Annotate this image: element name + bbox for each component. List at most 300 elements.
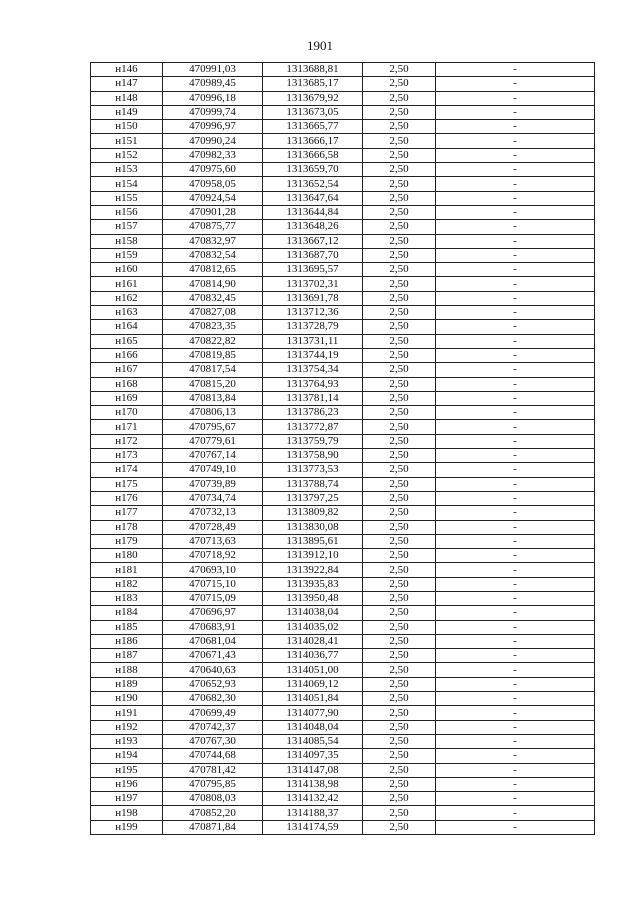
note-cell: - [436, 663, 595, 677]
point-name-cell: н147 [91, 77, 163, 91]
note-cell: - [436, 334, 595, 348]
y-coordinate-cell: 1313659,70 [263, 163, 363, 177]
point-name-cell: н179 [91, 534, 163, 548]
y-coordinate-cell: 1314132,42 [263, 792, 363, 806]
table-row [91, 449, 595, 463]
note-cell: - [436, 391, 595, 405]
accuracy-cell: 2,50 [363, 506, 436, 520]
note-cell: - [436, 549, 595, 563]
accuracy-cell: 2,50 [363, 348, 436, 362]
table-row [91, 634, 595, 648]
note-cell: - [436, 634, 595, 648]
accuracy-cell: 2,50 [363, 577, 436, 591]
accuracy-cell: 2,50 [363, 220, 436, 234]
x-coordinate-cell: 470671,43 [163, 649, 263, 663]
y-coordinate-cell: 1313772,87 [263, 420, 363, 434]
accuracy-cell: 2,50 [363, 734, 436, 748]
note-cell: - [436, 477, 595, 491]
point-name-cell: н164 [91, 320, 163, 334]
note-cell: - [436, 63, 595, 77]
x-coordinate-cell: 470989,45 [163, 77, 263, 91]
note-cell: - [436, 449, 595, 463]
x-coordinate-cell: 470767,30 [163, 734, 263, 748]
x-coordinate-cell: 470827,08 [163, 306, 263, 320]
accuracy-cell: 2,50 [363, 148, 436, 162]
point-name-cell: н181 [91, 563, 163, 577]
table-row [91, 577, 595, 591]
point-name-cell: н166 [91, 348, 163, 362]
table-row [91, 191, 595, 205]
x-coordinate-cell: 470852,20 [163, 806, 263, 820]
point-name-cell: н196 [91, 777, 163, 791]
x-coordinate-cell: 470781,42 [163, 763, 263, 777]
point-name-cell: н174 [91, 463, 163, 477]
table-row [91, 463, 595, 477]
table-row [91, 205, 595, 219]
note-cell: - [436, 406, 595, 420]
x-coordinate-cell: 470924,54 [163, 191, 263, 205]
y-coordinate-cell: 1313773,53 [263, 463, 363, 477]
point-name-cell: н169 [91, 391, 163, 405]
table-row [91, 706, 595, 720]
y-coordinate-cell: 1313788,74 [263, 477, 363, 491]
point-name-cell: н194 [91, 749, 163, 763]
y-coordinate-cell: 1314036,77 [263, 649, 363, 663]
accuracy-cell: 2,50 [363, 820, 436, 834]
y-coordinate-cell: 1313764,93 [263, 377, 363, 391]
accuracy-cell: 2,50 [363, 677, 436, 691]
x-coordinate-cell: 470832,45 [163, 291, 263, 305]
y-coordinate-cell: 1313666,58 [263, 148, 363, 162]
x-coordinate-cell: 470718,92 [163, 549, 263, 563]
x-coordinate-cell: 470652,93 [163, 677, 263, 691]
y-coordinate-cell: 1314038,04 [263, 606, 363, 620]
table-row [91, 663, 595, 677]
accuracy-cell: 2,50 [363, 634, 436, 648]
note-cell: - [436, 463, 595, 477]
table-row [91, 306, 595, 320]
y-coordinate-cell: 1313935,83 [263, 577, 363, 591]
accuracy-cell: 2,50 [363, 477, 436, 491]
point-name-cell: н146 [91, 63, 163, 77]
table-row [91, 91, 595, 105]
point-name-cell: н160 [91, 263, 163, 277]
y-coordinate-cell: 1313665,77 [263, 120, 363, 134]
note-cell: - [436, 706, 595, 720]
point-name-cell: н199 [91, 820, 163, 834]
x-coordinate-cell: 470715,09 [163, 591, 263, 605]
x-coordinate-cell: 470996,18 [163, 91, 263, 105]
note-cell: - [436, 177, 595, 191]
y-coordinate-cell: 1314085,54 [263, 734, 363, 748]
note-cell: - [436, 434, 595, 448]
table-row [91, 363, 595, 377]
accuracy-cell: 2,50 [363, 692, 436, 706]
note-cell: - [436, 148, 595, 162]
x-coordinate-cell: 470999,74 [163, 105, 263, 119]
table-row [91, 692, 595, 706]
note-cell: - [436, 191, 595, 205]
point-name-cell: н197 [91, 792, 163, 806]
accuracy-cell: 2,50 [363, 720, 436, 734]
point-name-cell: н156 [91, 205, 163, 219]
point-name-cell: н152 [91, 148, 163, 162]
table-row [91, 591, 595, 605]
point-name-cell: н149 [91, 105, 163, 119]
point-name-cell: н191 [91, 706, 163, 720]
accuracy-cell: 2,50 [363, 306, 436, 320]
coordinates-table [90, 62, 595, 835]
y-coordinate-cell: 1313830,08 [263, 520, 363, 534]
note-cell: - [436, 792, 595, 806]
note-cell: - [436, 534, 595, 548]
point-name-cell: н190 [91, 692, 163, 706]
accuracy-cell: 2,50 [363, 105, 436, 119]
y-coordinate-cell: 1313648,26 [263, 220, 363, 234]
y-coordinate-cell: 1314051,00 [263, 663, 363, 677]
note-cell: - [436, 591, 595, 605]
accuracy-cell: 2,50 [363, 749, 436, 763]
point-name-cell: н158 [91, 234, 163, 248]
table-row [91, 434, 595, 448]
y-coordinate-cell: 1314138,98 [263, 777, 363, 791]
table-row [91, 134, 595, 148]
table-row [91, 291, 595, 305]
point-name-cell: н185 [91, 620, 163, 634]
point-name-cell: н150 [91, 120, 163, 134]
note-cell: - [436, 120, 595, 134]
table-row [91, 520, 595, 534]
point-name-cell: н151 [91, 134, 163, 148]
x-coordinate-cell: 470901,28 [163, 205, 263, 219]
y-coordinate-cell: 1314051,84 [263, 692, 363, 706]
y-coordinate-cell: 1313691,78 [263, 291, 363, 305]
note-cell: - [436, 649, 595, 663]
point-name-cell: н161 [91, 277, 163, 291]
point-name-cell: н173 [91, 449, 163, 463]
accuracy-cell: 2,50 [363, 320, 436, 334]
table-row [91, 406, 595, 420]
page-number: 1901 [307, 38, 333, 53]
table-row [91, 806, 595, 820]
point-name-cell: н176 [91, 491, 163, 505]
note-cell: - [436, 763, 595, 777]
table-row [91, 105, 595, 119]
point-name-cell: н186 [91, 634, 163, 648]
accuracy-cell: 2,50 [363, 620, 436, 634]
note-cell: - [436, 220, 595, 234]
x-coordinate-cell: 470683,91 [163, 620, 263, 634]
note-cell: - [436, 720, 595, 734]
point-name-cell: н157 [91, 220, 163, 234]
note-cell: - [436, 77, 595, 91]
note-cell: - [436, 734, 595, 748]
y-coordinate-cell: 1313758,90 [263, 449, 363, 463]
x-coordinate-cell: 470779,61 [163, 434, 263, 448]
point-name-cell: н177 [91, 506, 163, 520]
x-coordinate-cell: 470822,82 [163, 334, 263, 348]
point-name-cell: н162 [91, 291, 163, 305]
y-coordinate-cell: 1313712,36 [263, 306, 363, 320]
accuracy-cell: 2,50 [363, 91, 436, 105]
y-coordinate-cell: 1313754,34 [263, 363, 363, 377]
x-coordinate-cell: 470640,63 [163, 663, 263, 677]
table-row [91, 720, 595, 734]
accuracy-cell: 2,50 [363, 406, 436, 420]
note-cell: - [436, 620, 595, 634]
y-coordinate-cell: 1314028,41 [263, 634, 363, 648]
table-row [91, 63, 595, 77]
y-coordinate-cell: 1313688,81 [263, 63, 363, 77]
accuracy-cell: 2,50 [363, 663, 436, 677]
note-cell: - [436, 363, 595, 377]
y-coordinate-cell: 1313950,48 [263, 591, 363, 605]
note-cell: - [436, 105, 595, 119]
note-cell: - [436, 277, 595, 291]
table-row [91, 348, 595, 362]
table-row [91, 777, 595, 791]
accuracy-cell: 2,50 [363, 792, 436, 806]
table-row [91, 477, 595, 491]
x-coordinate-cell: 470832,54 [163, 248, 263, 262]
y-coordinate-cell: 1313922,84 [263, 563, 363, 577]
point-name-cell: н167 [91, 363, 163, 377]
x-coordinate-cell: 470832,97 [163, 234, 263, 248]
x-coordinate-cell: 470681,04 [163, 634, 263, 648]
point-name-cell: н165 [91, 334, 163, 348]
y-coordinate-cell: 1313728,79 [263, 320, 363, 334]
x-coordinate-cell: 470871,84 [163, 820, 263, 834]
y-coordinate-cell: 1313667,12 [263, 234, 363, 248]
note-cell: - [436, 134, 595, 148]
point-name-cell: н192 [91, 720, 163, 734]
y-coordinate-cell: 1314077,90 [263, 706, 363, 720]
accuracy-cell: 2,50 [363, 234, 436, 248]
y-coordinate-cell: 1313895,61 [263, 534, 363, 548]
table-row [91, 377, 595, 391]
y-coordinate-cell: 1313786,23 [263, 406, 363, 420]
point-name-cell: н170 [91, 406, 163, 420]
x-coordinate-cell: 470734,74 [163, 491, 263, 505]
accuracy-cell: 2,50 [363, 63, 436, 77]
y-coordinate-cell: 1313759,79 [263, 434, 363, 448]
accuracy-cell: 2,50 [363, 291, 436, 305]
point-name-cell: н153 [91, 163, 163, 177]
x-coordinate-cell: 470682,30 [163, 692, 263, 706]
x-coordinate-cell: 470742,37 [163, 720, 263, 734]
note-cell: - [436, 320, 595, 334]
accuracy-cell: 2,50 [363, 334, 436, 348]
accuracy-cell: 2,50 [363, 120, 436, 134]
y-coordinate-cell: 1313797,25 [263, 491, 363, 505]
table-row [91, 263, 595, 277]
x-coordinate-cell: 470815,20 [163, 377, 263, 391]
note-cell: - [436, 491, 595, 505]
point-name-cell: н193 [91, 734, 163, 748]
point-name-cell: н188 [91, 663, 163, 677]
note-cell: - [436, 377, 595, 391]
x-coordinate-cell: 470812,65 [163, 263, 263, 277]
x-coordinate-cell: 470693,10 [163, 563, 263, 577]
accuracy-cell: 2,50 [363, 777, 436, 791]
table-row [91, 649, 595, 663]
table-row [91, 534, 595, 548]
x-coordinate-cell: 470813,84 [163, 391, 263, 405]
accuracy-cell: 2,50 [363, 191, 436, 205]
note-cell: - [436, 563, 595, 577]
note-cell: - [436, 263, 595, 277]
x-coordinate-cell: 470996,97 [163, 120, 263, 134]
accuracy-cell: 2,50 [363, 248, 436, 262]
y-coordinate-cell: 1314048,04 [263, 720, 363, 734]
accuracy-cell: 2,50 [363, 205, 436, 219]
y-coordinate-cell: 1313685,17 [263, 77, 363, 91]
accuracy-cell: 2,50 [363, 77, 436, 91]
table-row [91, 391, 595, 405]
x-coordinate-cell: 470958,05 [163, 177, 263, 191]
accuracy-cell: 2,50 [363, 591, 436, 605]
x-coordinate-cell: 470715,10 [163, 577, 263, 591]
table-row [91, 234, 595, 248]
accuracy-cell: 2,50 [363, 606, 436, 620]
point-name-cell: н168 [91, 377, 163, 391]
y-coordinate-cell: 1314188,37 [263, 806, 363, 820]
x-coordinate-cell: 470990,24 [163, 134, 263, 148]
y-coordinate-cell: 1314147,08 [263, 763, 363, 777]
table-row [91, 620, 595, 634]
point-name-cell: н182 [91, 577, 163, 591]
point-name-cell: н148 [91, 91, 163, 105]
x-coordinate-cell: 470817,54 [163, 363, 263, 377]
y-coordinate-cell: 1313647,64 [263, 191, 363, 205]
table-row [91, 177, 595, 191]
table-row [91, 606, 595, 620]
x-coordinate-cell: 470696,97 [163, 606, 263, 620]
note-cell: - [436, 506, 595, 520]
y-coordinate-cell: 1313744,19 [263, 348, 363, 362]
y-coordinate-cell: 1314097,35 [263, 749, 363, 763]
accuracy-cell: 2,50 [363, 563, 436, 577]
note-cell: - [436, 777, 595, 791]
accuracy-cell: 2,50 [363, 491, 436, 505]
y-coordinate-cell: 1313673,05 [263, 105, 363, 119]
accuracy-cell: 2,50 [363, 434, 436, 448]
table-row [91, 677, 595, 691]
table-row [91, 148, 595, 162]
table-row [91, 163, 595, 177]
note-cell: - [436, 692, 595, 706]
note-cell: - [436, 606, 595, 620]
y-coordinate-cell: 1313781,14 [263, 391, 363, 405]
accuracy-cell: 2,50 [363, 649, 436, 663]
x-coordinate-cell: 470744,68 [163, 749, 263, 763]
table-row [91, 77, 595, 91]
y-coordinate-cell: 1313731,11 [263, 334, 363, 348]
x-coordinate-cell: 470975,60 [163, 163, 263, 177]
x-coordinate-cell: 470739,89 [163, 477, 263, 491]
x-coordinate-cell: 470767,14 [163, 449, 263, 463]
point-name-cell: н155 [91, 191, 163, 205]
table-row [91, 734, 595, 748]
x-coordinate-cell: 470823,35 [163, 320, 263, 334]
y-coordinate-cell: 1313644,84 [263, 205, 363, 219]
table-row [91, 320, 595, 334]
table-row [91, 820, 595, 834]
note-cell: - [436, 205, 595, 219]
y-coordinate-cell: 1313687,70 [263, 248, 363, 262]
accuracy-cell: 2,50 [363, 420, 436, 434]
accuracy-cell: 2,50 [363, 463, 436, 477]
accuracy-cell: 2,50 [363, 549, 436, 563]
note-cell: - [436, 806, 595, 820]
coordinates-table-body [91, 63, 595, 835]
point-name-cell: н178 [91, 520, 163, 534]
accuracy-cell: 2,50 [363, 391, 436, 405]
accuracy-cell: 2,50 [363, 763, 436, 777]
x-coordinate-cell: 470699,49 [163, 706, 263, 720]
point-name-cell: н184 [91, 606, 163, 620]
y-coordinate-cell: 1313666,17 [263, 134, 363, 148]
y-coordinate-cell: 1313912,10 [263, 549, 363, 563]
table-row [91, 792, 595, 806]
x-coordinate-cell: 470806,13 [163, 406, 263, 420]
accuracy-cell: 2,50 [363, 520, 436, 534]
table-row [91, 763, 595, 777]
table-row [91, 420, 595, 434]
note-cell: - [436, 520, 595, 534]
x-coordinate-cell: 470875,77 [163, 220, 263, 234]
point-name-cell: н175 [91, 477, 163, 491]
table-row [91, 248, 595, 262]
accuracy-cell: 2,50 [363, 534, 436, 548]
y-coordinate-cell: 1313679,92 [263, 91, 363, 105]
table-row [91, 749, 595, 763]
y-coordinate-cell: 1313695,57 [263, 263, 363, 277]
accuracy-cell: 2,50 [363, 449, 436, 463]
table-row [91, 491, 595, 505]
x-coordinate-cell: 470991,03 [163, 63, 263, 77]
table-row [91, 277, 595, 291]
table-row [91, 334, 595, 348]
x-coordinate-cell: 470732,13 [163, 506, 263, 520]
note-cell: - [436, 749, 595, 763]
point-name-cell: н171 [91, 420, 163, 434]
point-name-cell: н163 [91, 306, 163, 320]
x-coordinate-cell: 470728,49 [163, 520, 263, 534]
note-cell: - [436, 577, 595, 591]
table-row [91, 506, 595, 520]
accuracy-cell: 2,50 [363, 177, 436, 191]
y-coordinate-cell: 1314069,12 [263, 677, 363, 691]
accuracy-cell: 2,50 [363, 163, 436, 177]
point-name-cell: н183 [91, 591, 163, 605]
point-name-cell: н195 [91, 763, 163, 777]
note-cell: - [436, 291, 595, 305]
x-coordinate-cell: 470982,33 [163, 148, 263, 162]
accuracy-cell: 2,50 [363, 134, 436, 148]
accuracy-cell: 2,50 [363, 263, 436, 277]
table-row [91, 120, 595, 134]
point-name-cell: н159 [91, 248, 163, 262]
accuracy-cell: 2,50 [363, 277, 436, 291]
table-row [91, 549, 595, 563]
y-coordinate-cell: 1313652,54 [263, 177, 363, 191]
x-coordinate-cell: 470819,85 [163, 348, 263, 362]
x-coordinate-cell: 470808,03 [163, 792, 263, 806]
y-coordinate-cell: 1314035,02 [263, 620, 363, 634]
note-cell: - [436, 163, 595, 177]
point-name-cell: н172 [91, 434, 163, 448]
